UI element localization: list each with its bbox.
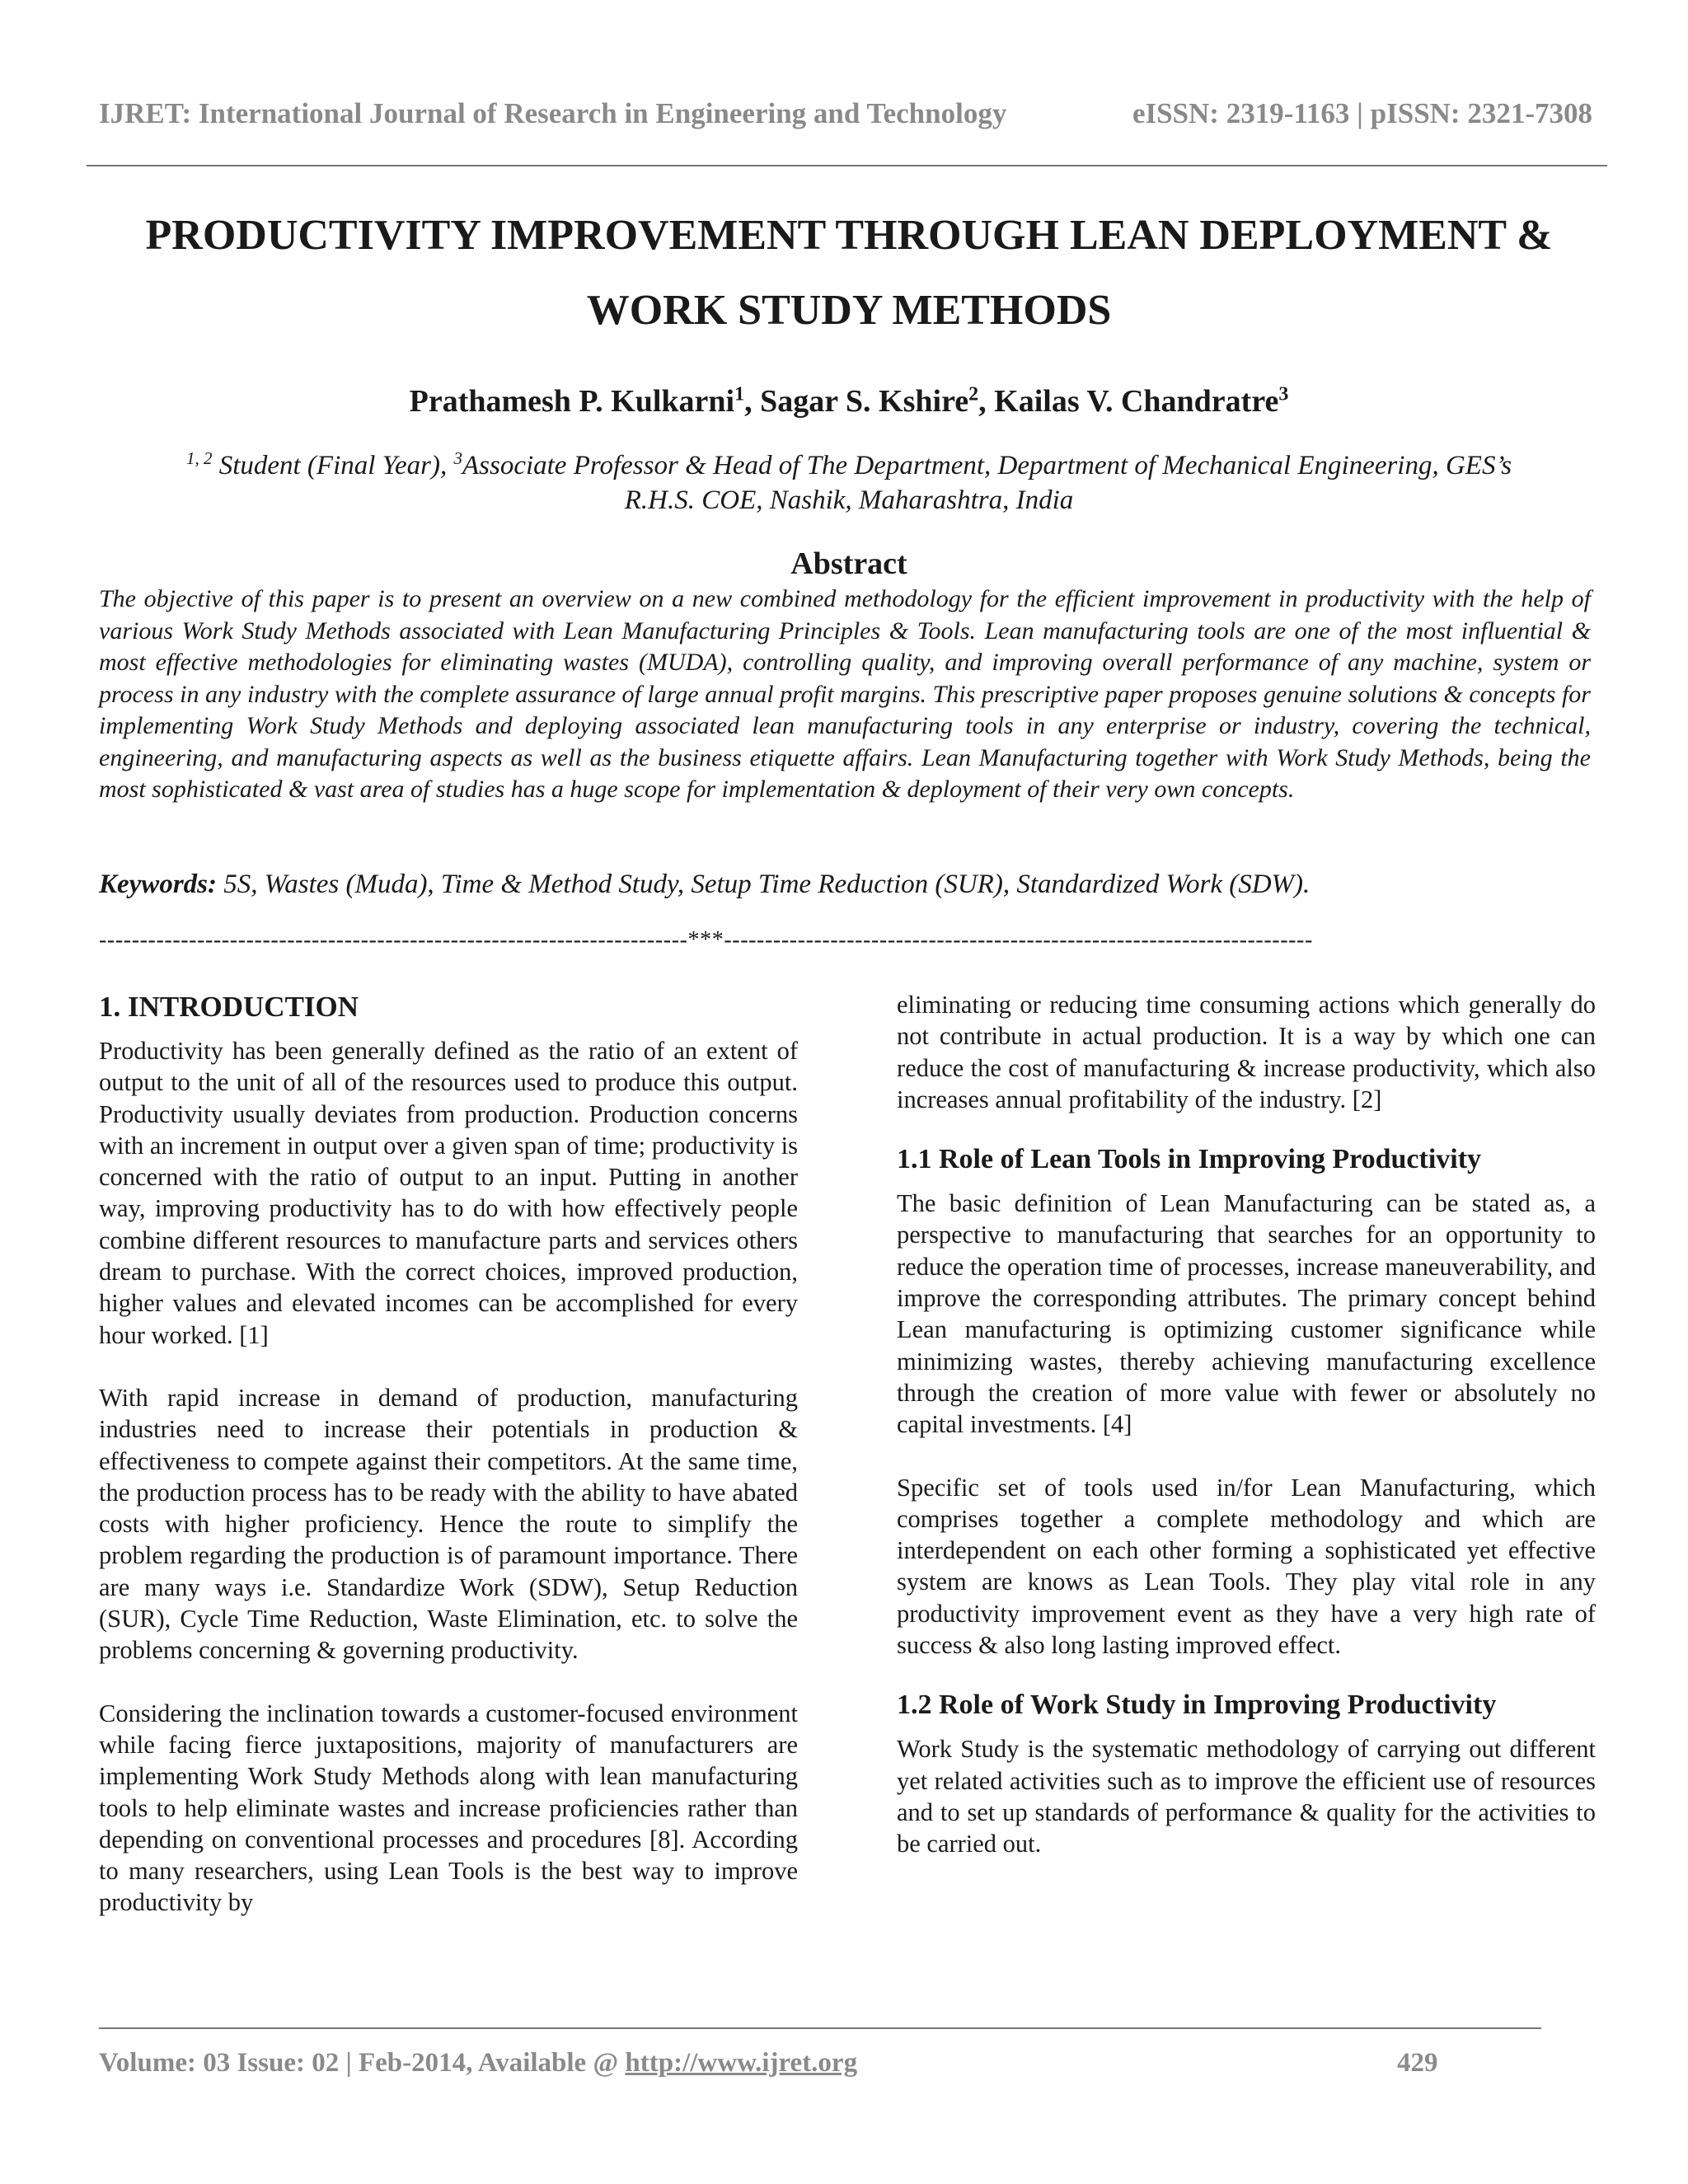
running-header-journal: IJRET: International Journal of Research in Engineering and Technology	[99, 97, 1007, 129]
footer-link[interactable]: http://www.ijret.org	[625, 2048, 858, 2078]
right-column	[897, 989, 1596, 1860]
section-separator: ------------------------------------------------------------------------***------------------------------------------------------------------------	[99, 927, 1313, 953]
author-name: Kailas V. Chandratre	[994, 384, 1279, 419]
author-affil-mark: 2	[968, 383, 979, 405]
keywords-label: Keywords:	[99, 869, 217, 899]
subsection-heading-1-2: 1.2 Role of Work Study in Improving Productivity	[897, 1690, 1497, 1721]
paragraph: With rapid increase in demand of production, manufacturing industries need to increase their potentials in production & effectiveness to compete against their competitors. At the same time, the production process has to be ready with the ability to have abated costs with higher proficiency. Hence the route to simplify the problem regarding the production is of paramount importance. There are many ways i.e. Standardize Work (SDW), Setup Reduction (SUR), Cycle Time Reduction, Waste Elimination, etc. to solve the problems concerning & governing productivity.	[99, 1383, 798, 1665]
title-line-2: WORK STUDY METHODS	[586, 287, 1112, 334]
paper-title	[99, 198, 1599, 348]
paragraph: Considering the inclination towards a customer-focused environment while facing fierce juxtapositions, majority of manufacturers are implementing Work Study Methods along with lean manufacturing tools to help eliminate wastes and increase proficiencies rather than depending on conventional processes and procedures [8]. According to many researchers, using Lean Tools is the best way to improve productivity by	[99, 1699, 798, 1917]
affiliation: $^{1, 2}$ Student (Final Year), $^3$Associate Professor & Head of The Department, Department of Mechanical Engineering, GES’s R.H.S. COE, Nashik, Maharashtra, India	[185, 448, 1512, 515]
author-name: Prathamesh P. Kulkarni	[409, 384, 735, 419]
author-affil-mark: 3	[1278, 383, 1289, 405]
paragraph: The basic definition of Lean Manufacturing can be stated as, a perspective to manufacturing that searches for an opportunity to reduce the operation time of processes, increase maneuverability, and improve the corresponding attributes. The primary concept behind Lean manufacturing is optimizing customer significance while minimizing wastes, thereby achieving manufacturing excellence through the creation of more value with fewer or absolutely no capital investments. [4]	[897, 1189, 1596, 1439]
subsection-heading-1-1: 1.1 Role of Lean Tools in Improving Productivity	[897, 1144, 1482, 1175]
footer	[99, 2048, 857, 2079]
left-column	[99, 989, 798, 1919]
page-number: 429	[1397, 2048, 1438, 2078]
footer-volume: Volume: 03 Issue: 02 | Feb-2014, Available @	[99, 2048, 626, 2078]
paragraph: Productivity has been generally defined as the ratio of an extent of output to the unit of all of the resources used to produce this output. Productivity usually deviates from production. Production concerns with an increment in output over a given span of time; productivity is concerned with the ratio of output to an input. Putting in another way, improving productivity has to do with how effectively people combine different resources to manufacture parts and services others dream to purchase. With the correct choices, improved production, higher values and elevated incomes can be accomplished for every hour worked. [1]	[99, 1037, 798, 1349]
abstract-heading: Abstract	[790, 546, 907, 581]
author-list: Prathamesh P. Kulkarni$^1$, Sagar S. Kshire$^2$, Kailas V. Chandratre$^3$	[409, 383, 1289, 419]
title-line-1: PRODUCTIVITY IMPROVEMENT THROUGH LEAN DEPLOYMENT &	[145, 212, 1553, 259]
header-rule	[87, 165, 1607, 166]
keywords	[99, 869, 1591, 900]
abstract-text: The objective of this paper is to present an overview on a new combined methodology for the efficient improvement in productivity with the help of various Work Study Methods associated with Lean Manufacturing Principles & Tools. Lean manufacturing tools are one of the most influential & most effective methodologies for eliminating wastes (MUDA), controlling quality, and improving overall performance of any machine, system or process in any industry with the complete assurance of large annual profit margins. This prescriptive paper proposes genuine solutions & concepts for implementing Work Study Methods and deploying associated lean manufacturing tools in any enterprise or industry, covering the technical, engineering, and manufacturing aspects as well as the business etiquette affairs. Lean Manufacturing together with Work Study Methods, being the most sophisticated & vast area of studies has a huge scope for implementation & deployment of their very own concepts.	[99, 585, 1591, 803]
running-header-issn: eISSN: 2319-1163 | pISSN: 2321-7308	[1132, 97, 1592, 129]
paragraph: Work Study is the systematic methodology of carrying out different yet related activities such as to improve the efficient use of resources and to set up standards of performance & quality for the activities to be carried out.	[897, 1735, 1596, 1858]
author-affil-mark: 1	[734, 383, 745, 405]
keywords-text: 5S, Wastes (Muda), Time & Method Study, Setup Time Reduction (SUR), Standardized Work (SDW).	[217, 869, 1311, 899]
paragraph: eliminating or reducing time consuming actions which generally do not contribute in actual production. It is a way by which one can reduce the cost of manufacturing & increase productivity, which also increases annual profitability of the industry. [2]	[897, 991, 1596, 1113]
paragraph: Specific set of tools used in/for Lean Manufacturing, which comprises together a complete methodology and which are interdependent on each other forming a sophisticated yet effective system are knows as Lean Tools. They play vital role in any productivity improvement event as they have a very high rate of success & also long lasting improved effect.	[897, 1473, 1596, 1660]
author-name: Sagar S. Kshire	[760, 384, 969, 419]
footer-rule	[99, 2027, 1541, 2029]
section-heading-introduction: 1. INTRODUCTION	[99, 991, 359, 1023]
